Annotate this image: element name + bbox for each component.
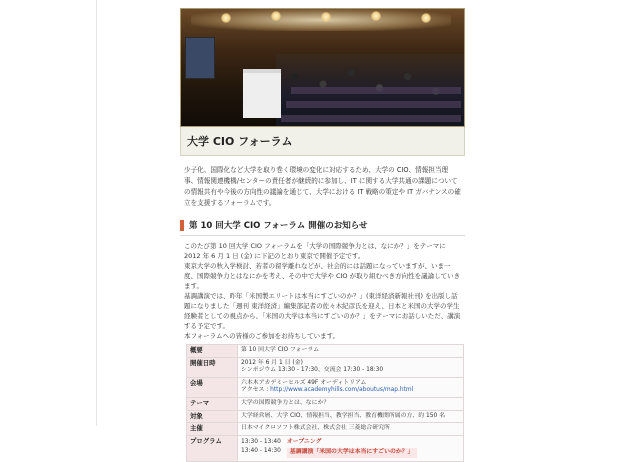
program-time: 13:30 - 13:40 bbox=[241, 438, 281, 445]
access-label: アクセス : bbox=[241, 387, 271, 394]
time-text: シンポジウム 13:30 - 17:30、交流会 17:30 - 18:30 bbox=[241, 367, 384, 374]
access-map-link[interactable]: http://www.academyhills.com/aboutus/map.html bbox=[270, 387, 414, 394]
hero-photo bbox=[180, 8, 465, 127]
paragraph: 本フォーラムへの皆様のご参加をお待ちしています。 bbox=[184, 332, 340, 340]
row-value: 日本マイクロソフト株式会社、株式会社 三菱総合研究所 bbox=[238, 423, 464, 436]
row-value: 大学の国際競争力とは、なにか？ bbox=[238, 397, 464, 410]
row-label: テーマ bbox=[187, 397, 238, 410]
program-title: オープニング bbox=[286, 438, 322, 445]
table-row bbox=[187, 397, 464, 410]
table-row bbox=[187, 410, 464, 423]
row-label: 主催 bbox=[187, 423, 238, 436]
table-row bbox=[187, 377, 464, 397]
row-label: 概要 bbox=[187, 345, 238, 358]
row-label: プログラム bbox=[187, 435, 238, 461]
page-title: 大学 CIO フォーラム bbox=[187, 135, 293, 148]
venue-text: 六本木アカデミーヒルズ 49F オーディトリアム bbox=[241, 379, 367, 386]
section-body bbox=[184, 241, 461, 341]
row-value: 第 10 回大学 CIO フォーラム bbox=[238, 345, 464, 358]
main-content bbox=[180, 8, 465, 462]
table-row bbox=[187, 357, 464, 377]
sidebar-divider bbox=[96, 0, 97, 426]
paragraph: 基調講演では、昨年「米国製エリートは本当にすごいのか？」(東洋経済新報社刊) を出版し話題になりました「週刊 東洋経済」編集部記者の佐々木紀彦氏を迎え、日本と米国の大学の学生経験者としての視点から、「米国の大学は本当にすごいのか？」をテーマにお話しいただ、講演する予定です。 bbox=[184, 292, 461, 330]
row-value: 大学経営層、大学 CIO、情報担当、教学担当、教育機関所属の方、約 150 名 bbox=[238, 410, 464, 423]
row-label: 会場 bbox=[187, 377, 238, 397]
intro-text: 少子化、国際化など大学を取り巻く環境の変化に対応するため、大学の CIO、情報担当理事、情報関連機構/センターの責任者が継続的に参加し、IT に関する大学共通の課題についての情報共有や今後の方向性の議論を通じて、大学における IT 戦略の策定や IT ガバナンスの確立を支援するフォーラムです。 bbox=[184, 166, 461, 207]
program-list bbox=[238, 435, 464, 461]
row-value bbox=[238, 377, 464, 397]
program-item bbox=[241, 438, 460, 448]
program-item bbox=[241, 447, 460, 459]
row-label: 開催日時 bbox=[187, 357, 238, 377]
row-label: 対象 bbox=[187, 410, 238, 423]
section-title: 第 10 回大学 CIO フォーラム 開催のお知らせ bbox=[189, 221, 368, 231]
program-time: 13:40 - 14:30 bbox=[241, 448, 281, 455]
event-info-table bbox=[186, 344, 464, 462]
paragraph: 東京大学の秋入学検討、若者の留学離れなどが、社会的には話題になっていますが、いま一度、国際競争力とはなにかを考え、その中で大学や CIO が取り組むべき方向性を議論していきます。 bbox=[184, 262, 461, 290]
program-title: 基調講演「米国の大学は本当にすごいのか？」 bbox=[287, 448, 417, 458]
table-row bbox=[187, 345, 464, 358]
page-title-bar bbox=[180, 127, 465, 156]
paragraph: このたび第 10 回大学 CIO フォーラムを「大学の国際競争力とは、なにか？」をテーマに 2012 年 6 月 1 日 (金) に下記のとおり東京で開催予定です。 bbox=[184, 242, 446, 260]
section-header bbox=[180, 219, 465, 236]
table-row bbox=[187, 423, 464, 436]
access-line bbox=[241, 387, 460, 395]
table-row bbox=[187, 435, 464, 461]
section-marker bbox=[180, 220, 184, 231]
row-value bbox=[238, 357, 464, 377]
date-text: 2012 年 6 月 1 日 (金) bbox=[241, 359, 303, 366]
